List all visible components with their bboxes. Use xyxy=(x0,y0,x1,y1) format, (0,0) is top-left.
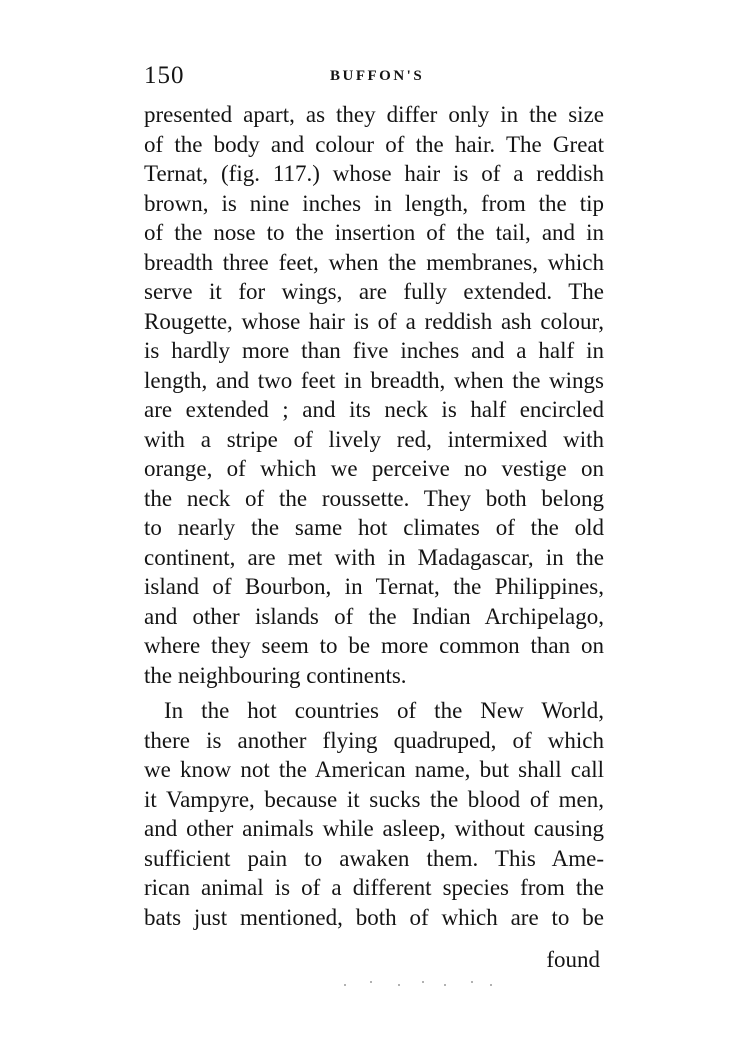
text-line: is hardly more than five inches and a half in xyxy=(144,338,604,363)
body-text xyxy=(144,100,604,932)
text-line: Rougette, whose hair is of a reddish ash colour, xyxy=(144,308,604,334)
text-line: where they seem to be more common than on xyxy=(144,633,604,658)
paragraph xyxy=(144,696,604,932)
text-line: there is another flying quadruped, of which xyxy=(144,727,604,753)
text-line: Ternat, (fig. 117.) whose hair is of a reddish xyxy=(144,161,604,186)
text-line: continent, are met with in Madagascar, in the xyxy=(144,544,604,570)
text-line: island of Bourbon, in Ternat, the Philippines, xyxy=(144,574,604,599)
text-line: are extended ; and its neck is half encircled xyxy=(144,397,604,422)
text-line: serve it for wings, are fully extended. The xyxy=(144,279,604,304)
text-line: sufficient pain to awaken them. This Ame- xyxy=(144,845,604,871)
text-line: and other animals while asleep, without causing xyxy=(144,816,604,841)
running-head: BUFFON'S xyxy=(330,68,425,84)
paper-specks xyxy=(340,978,500,988)
text-line: to nearly the same hot climates of the old xyxy=(144,515,604,540)
text-line: orange, of which we perceive no vestige on xyxy=(144,456,604,481)
text-line: it Vampyre, because it sucks the blood of men, xyxy=(144,786,604,812)
page-number: 150 xyxy=(144,62,185,89)
text-line: brown, is nine inches in length, from the tip xyxy=(144,190,604,216)
page-header xyxy=(144,62,604,92)
text-line: In the hot countries of the New World, xyxy=(164,698,604,723)
text-line: breadth three feet, when the membranes, which xyxy=(144,249,604,275)
text-line: and other islands of the Indian Archipelago, xyxy=(144,603,604,629)
paragraph xyxy=(144,100,604,690)
text-line: with a stripe of lively red, intermixed with xyxy=(144,426,604,452)
text-line: presented apart, as they differ only in the size xyxy=(144,102,604,127)
text-line: the neighbouring continents. xyxy=(144,662,407,688)
text-line: of the nose to the insertion of the tail, and in xyxy=(144,220,604,245)
text-line: length, and two feet in breadth, when the wings xyxy=(144,367,604,393)
text-line: of the body and colour of the hair. The Great xyxy=(144,131,604,157)
catchword: found xyxy=(546,947,600,972)
text-line: bats just mentioned, both of which are to be xyxy=(144,904,604,930)
text-line: we know not the American name, but shall call xyxy=(144,757,604,782)
text-line: rican animal is of a different species from the xyxy=(144,875,604,900)
text-line: the neck of the roussette. They both belong xyxy=(144,485,604,511)
